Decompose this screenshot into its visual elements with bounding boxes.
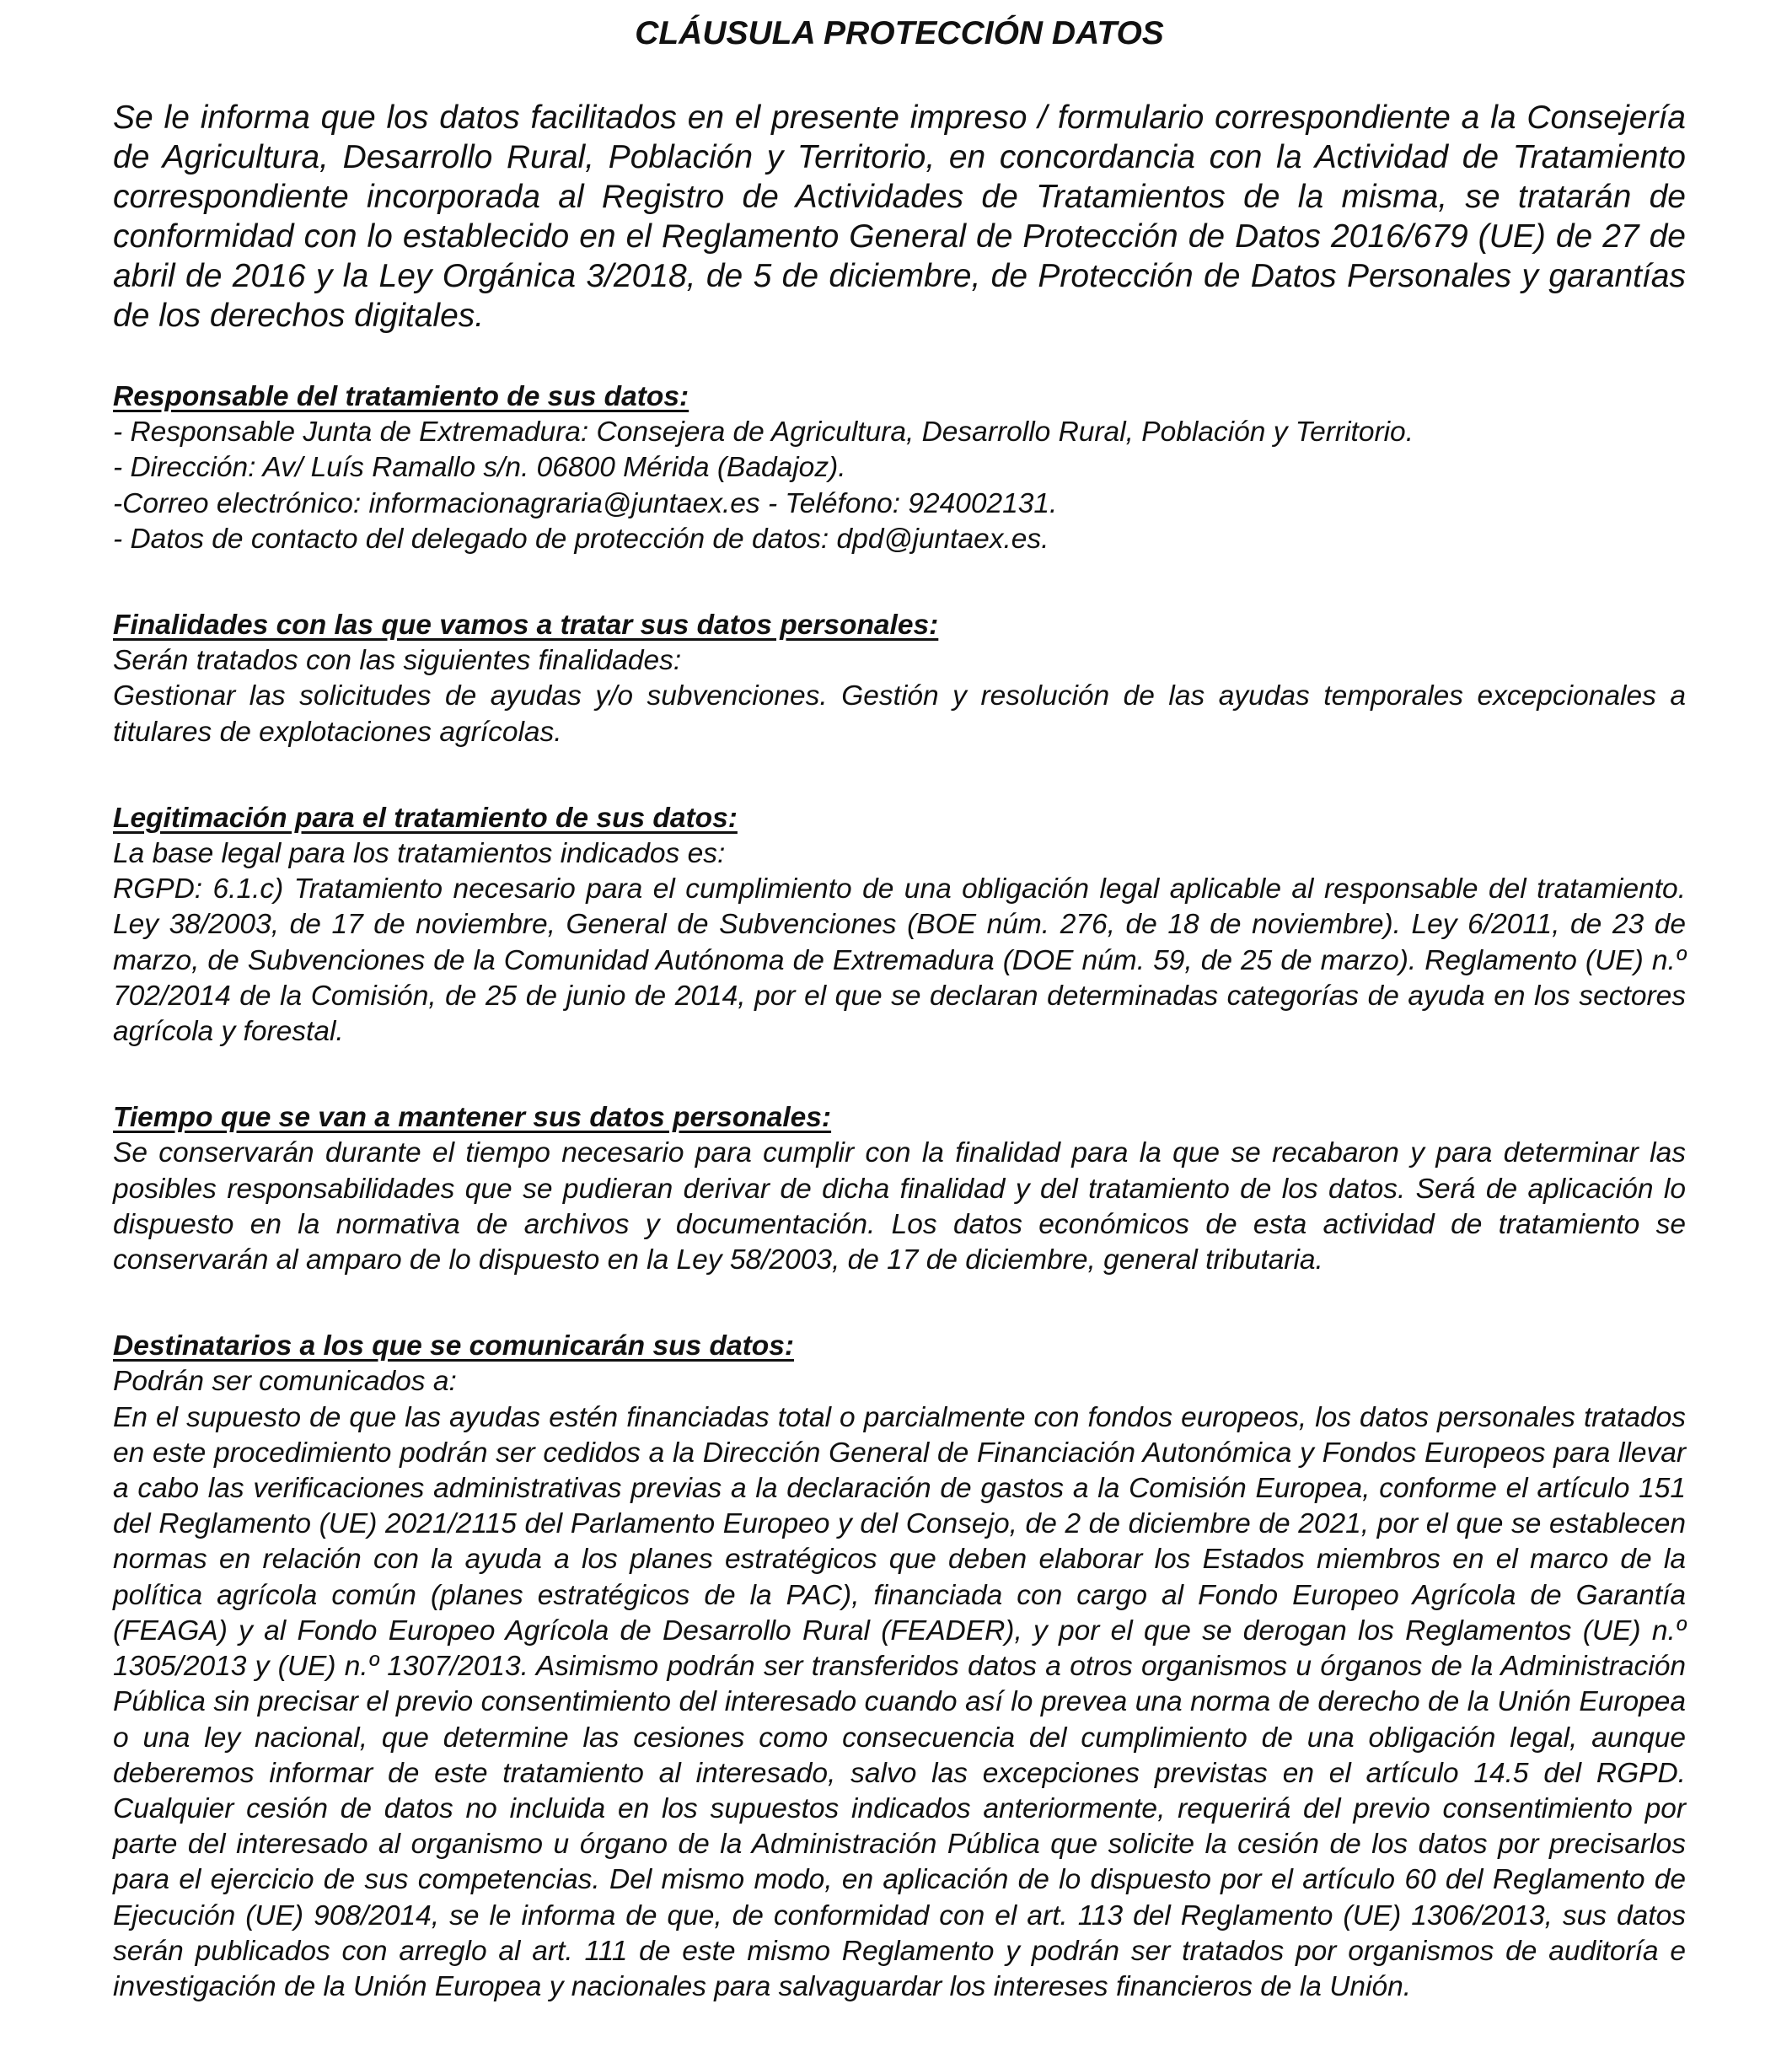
destinatarios-body: En el supuesto de que las ayudas estén financiadas total o parcialmente con fondos europeos, los datos personales tratados en este procedimiento podrán ser cedidos a la Dirección General de Financiación Autonómica y Fondos Europeos para llevar a cabo las verificaciones administrativas previas a la declaración de gastos a la Comisión Europea, conforme el artículo 151 del Reglamento (UE) 2021/2115 del Parlamento Europeo y del Consejo, de 2 de diciembre de 2021, por el que se establecen normas en relación con la ayuda a los planes estratégicos que deben elaborar los Estados miembros en el marco de la política agrícola común (planes estratégicos de la PAC), financiada con cargo al Fondo Europeo Agrícola de Garantía (FEAGA) y al Fondo Europeo Agrícola de Desarrollo Rural (FEADER), y por el que se derogan los Reglamentos (UE) n.º 1305/2013 y (UE) n.º 1307/2013. Asimismo podrán ser transferidos datos a otros organismos u órganos de la Administración Pública sin precisar el previo consentimiento del interesado cuando así lo prevea una norma de derecho de la Unión Europea o una ley nacional, que determine las cesiones como consecuencia del cumplimiento de una obligación legal, aunque deberemos informar de este tratamiento al interesado, salvo las excepciones previstas en el artículo 14.5 del RGPD. Cualquier cesión de datos no incluida en los supuestos indicados anteriormente, requerirá del previo consentimiento por parte del interesado al organismo u órgano de la Administración Pública que solicite la cesión de los datos por precisarlos para el ejercicio de sus competencias. Del mismo modo, en aplicación de lo dispuesto por el artículo 60 del Reglamento de Ejecución (UE) 908/2014, se le informa de que, de conformidad con el art. 113 del Reglamento (UE) 1306/2013, sus datos serán publicados con arreglo al art. 111 de este mismo Reglamento y podrán ser tratados por organismos de auditoría e investigación de la Unión Europea y nacionales para salvaguardar los intereses financieros de la Unión. (113, 1401, 1686, 2002)
section-finalidades (113, 608, 1686, 750)
finalidades-intro: Serán tratados con las siguientes finalidades: (113, 645, 682, 677)
section-destinatarios (113, 1329, 1686, 2005)
document-page (113, 0, 1686, 2005)
legitimacion-intro: La base legal para los tratamientos indicados es: (113, 838, 726, 870)
finalidades-body: Gestionar las solicitudes de ayudas y/o subvenciones. Gestión y resolución de las ayudas temporales excepcionales a titulares de explotaciones agrícolas. (113, 680, 1686, 748)
section-heading-legitimacion: Legitimación para el tratamiento de sus datos: (113, 802, 738, 834)
section-tiempo (113, 1100, 1686, 1278)
document-title: CLÁUSULA PROTECCIÓN DATOS (635, 15, 1164, 51)
tiempo-body: Se conservarán durante el tiempo necesario para cumplir con la finalidad para la que se recabaron y para determinar las posibles responsabilidades que se pudieran derivar de dicha finalidad y del tratamiento de los datos. Será de aplicación lo dispuesto en la normativa de archivos y documentación. Los datos económicos de esta actividad de tratamiento se conservarán al amparo de lo dispuesto en la Ley 58/2003, de 17 de diciembre, general tributaria. (113, 1137, 1686, 1276)
section-legitimacion (113, 801, 1686, 1050)
section-heading-destinatarios: Destinatarios a los que se comunicarán sus datos: (113, 1330, 794, 1362)
responsable-line: - Responsable Junta de Extremadura: Consejera de Agricultura, Desarrollo Rural, Población y Territorio. (113, 416, 1414, 449)
section-heading-responsable: Responsable del tratamiento de sus datos: (113, 381, 689, 412)
destinatarios-intro: Podrán ser comunicados a: (113, 1366, 457, 1398)
responsable-line: - Dirección: Av/ Luís Ramallo s/n. 06800 Mérida (Badajoz). (113, 452, 846, 484)
legitimacion-body: RGPD: 6.1.c) Tratamiento necesario para el cumplimiento de una obligación legal aplicable al responsable del tratamiento. Ley 38/2003, de 17 de noviembre, General de Subvenciones (BOE núm. 276, de 18 de noviembre). Ley 6/2011, de 23 de marzo, de Subvenciones de la Comunidad Autónoma de Extremadura (DOE núm. 59, de 25 de marzo). Reglamento (UE) n.º 702/2014 de la Comisión, de 25 de junio de 2014, por el que se declaran determinadas categorías de ayuda en los sectores agrícola y forestal. (113, 873, 1686, 1048)
section-heading-tiempo: Tiempo que se van a mantener sus datos personales: (113, 1102, 832, 1134)
responsable-line: -Correo electrónico: informacionagraria@juntaex.es - Teléfono: 924002131. (113, 487, 1058, 519)
intro-paragraph: Se le informa que los datos facilitados en el presente impreso / formulario correspondiente a la Consejería de Agricultura, Desarrollo Rural, Población y Territorio, en concordancia con la Actividad de Tratamiento correspondiente incorporada al Registro de Actividades de Tratamientos de la misma, se tratarán de conformidad con lo establecido en el Reglamento General de Protección de Datos 2016/679 (UE) de 27 de abril de 2016 y la Ley Orgánica 3/2018, de 5 de diciembre, de Protección de Datos Personales y garantías de los derechos digitales. (113, 99, 1686, 334)
responsable-line: - Datos de contacto del delegado de protección de datos: dpd@juntaex.es. (113, 523, 1049, 555)
section-responsable (113, 379, 1686, 557)
section-heading-finalidades: Finalidades con las que vamos a tratar sus datos personales: (113, 610, 939, 642)
